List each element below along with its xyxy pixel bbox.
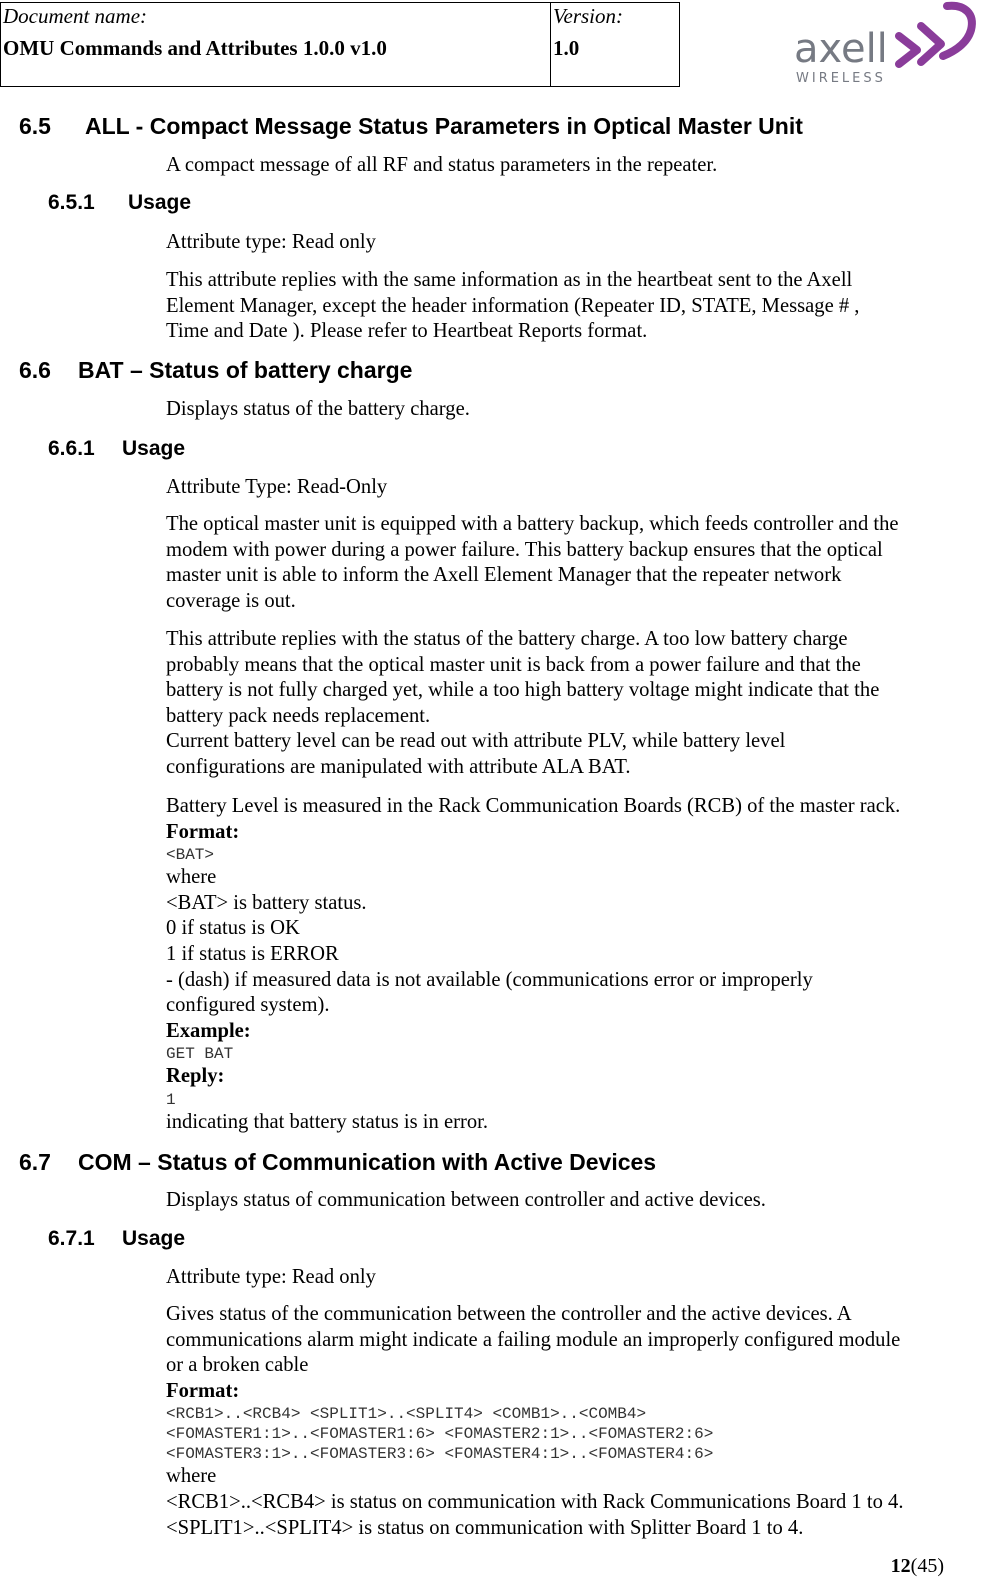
section-6-6-heading: [19, 356, 412, 384]
definition-line: 0 if status is OK: [166, 917, 300, 940]
page-current: 12: [890, 1555, 911, 1577]
page-number: [891, 1554, 944, 1578]
attribute-type: Attribute Type: Read-Only: [166, 476, 388, 498]
paragraph: This attribute replies with the status of the battery charge. A too low battery charge probably means that the optical master unit is back from a power failure and that the battery is not fully charged yet, while a too high battery voltage might indicate that the battery pack needs replacement. Current battery level can be read out with attribute PLV, while battery level configurations are manipulated with attribute ALA BAT.: [166, 628, 880, 778]
format-label: Format:: [166, 1379, 240, 1402]
format-code-line: <FOMASTER1:1>..<FOMASTER1:6> <FOMASTER2:1>..<FOMASTER2:6>: [166, 1425, 714, 1444]
page-total: (45): [910, 1555, 944, 1577]
section-description: A compact message of all RF and status parameters in the repeater.: [166, 154, 718, 176]
definition-line: <SPLIT1>..<SPLIT4> is status on communication with Splitter Board 1 to 4.: [166, 1516, 804, 1539]
definition-line: 1 if status is ERROR: [166, 942, 339, 965]
section-6-6-1-attr-type: [166, 475, 981, 501]
section-6-6-1-para3: [166, 794, 981, 1136]
paragraph: This attribute replies with the same information as in the heartbeat sent to the Axell Element Manager, except the header information (Repeater ID, STATE, Message # , Time and Date ). Please refer to Heartbeat Reports format.: [166, 269, 860, 343]
reply-label: Reply:: [166, 1065, 225, 1088]
document-name-value: OMU Commands and Attributes 1.0.0 v1.0: [3, 36, 387, 60]
section-title: ALL - Compact Message Status Parameters in Optical Master Unit: [85, 113, 803, 139]
format-label: Format:: [166, 820, 240, 843]
definition-line: configured system).: [166, 994, 330, 1017]
section-6-7-1-attr-type: [166, 1265, 981, 1291]
format-code-line: <RCB1>..<RCB4> <SPLIT1>..<SPLIT4> <COMB1>..<COMB4>: [166, 1405, 647, 1424]
section-title: COM – Status of Communication with Active Devices: [78, 1149, 657, 1175]
version-cell: [551, 3, 679, 86]
section-number: 6.6: [19, 357, 51, 383]
section-6-6-1-para2: [166, 627, 981, 781]
document-header-table: [0, 2, 680, 87]
logo-text: axell: [794, 26, 888, 72]
section-6-7-1-heading: [48, 1226, 185, 1252]
document-name-cell: [1, 3, 551, 86]
example-code: GET BAT: [166, 1045, 234, 1064]
section-6-6-1-para1: [166, 512, 981, 614]
section-6-5-1-text: [166, 268, 981, 345]
document-name-label: Document name:: [3, 4, 148, 28]
section-title: BAT – Status of battery charge: [78, 357, 413, 383]
section-6-7-heading: [19, 1148, 656, 1176]
format-code: <BAT>: [166, 846, 215, 865]
logo-chevron-icon: [895, 0, 981, 70]
reply-code: 1: [166, 1090, 176, 1109]
subsection-title: Usage: [122, 437, 186, 460]
section-6-5-body: [166, 153, 981, 179]
reply-text: indicating that battery status is in error.: [166, 1110, 488, 1133]
section-6-5-1-heading: [48, 190, 191, 216]
section-description: Displays status of communication between controller and active devices.: [166, 1189, 766, 1211]
definition-line: <BAT> is battery status.: [166, 891, 367, 914]
subsection-number: 6.5.1: [48, 191, 95, 214]
section-6-5-heading: [19, 112, 803, 140]
paragraph: Battery Level is measured in the Rack Communication Boards (RCB) of the master rack.: [166, 795, 901, 817]
subsection-number: 6.6.1: [48, 437, 95, 460]
section-6-5-1-attr-type: [166, 230, 981, 256]
subsection-number: 6.7.1: [48, 1227, 95, 1250]
axell-wireless-logo: [793, 0, 987, 92]
attribute-type: Attribute type: Read only: [166, 231, 376, 253]
definition-line: - (dash) if measured data is not available (communications error or improperly: [166, 968, 813, 991]
section-description: Displays status of the battery charge.: [166, 398, 470, 420]
definition-line: <RCB1>..<RCB4> is status on communication with Rack Communications Board 1 to 4.: [166, 1490, 904, 1513]
section-6-6-1-heading: [48, 436, 185, 462]
version-label: Version:: [553, 4, 623, 28]
section-6-7-body: [166, 1188, 981, 1214]
attribute-type: Attribute type: Read only: [166, 1266, 376, 1288]
format-code-line: <FOMASTER3:1>..<FOMASTER3:6> <FOMASTER4:1>..<FOMASTER4:6>: [166, 1445, 714, 1464]
logo-subtext: WIRELESS: [796, 71, 886, 86]
paragraph: The optical master unit is equipped with a battery backup, which feeds controller and the modem with power during a power failure. This battery backup ensures that the optical master unit is able to inform the Axell Element Manager that the repeater network coverage is out.: [166, 513, 899, 612]
subsection-title: Usage: [128, 191, 192, 214]
subsection-title: Usage: [122, 1227, 186, 1250]
section-6-7-1-text: [166, 1302, 981, 1541]
section-6-6-body: [166, 397, 981, 423]
section-number: 6.5: [19, 113, 51, 139]
section-number: 6.7: [19, 1149, 51, 1175]
example-label: Example:: [166, 1019, 251, 1042]
version-value: 1.0: [553, 36, 580, 60]
paragraph: Gives status of the communication between the controller and the active devices. A communications alarm might indicate a failing module an improperly configured module or a broken cable: [166, 1303, 901, 1377]
where-label: where: [166, 1465, 217, 1488]
where-label: where: [166, 866, 217, 889]
